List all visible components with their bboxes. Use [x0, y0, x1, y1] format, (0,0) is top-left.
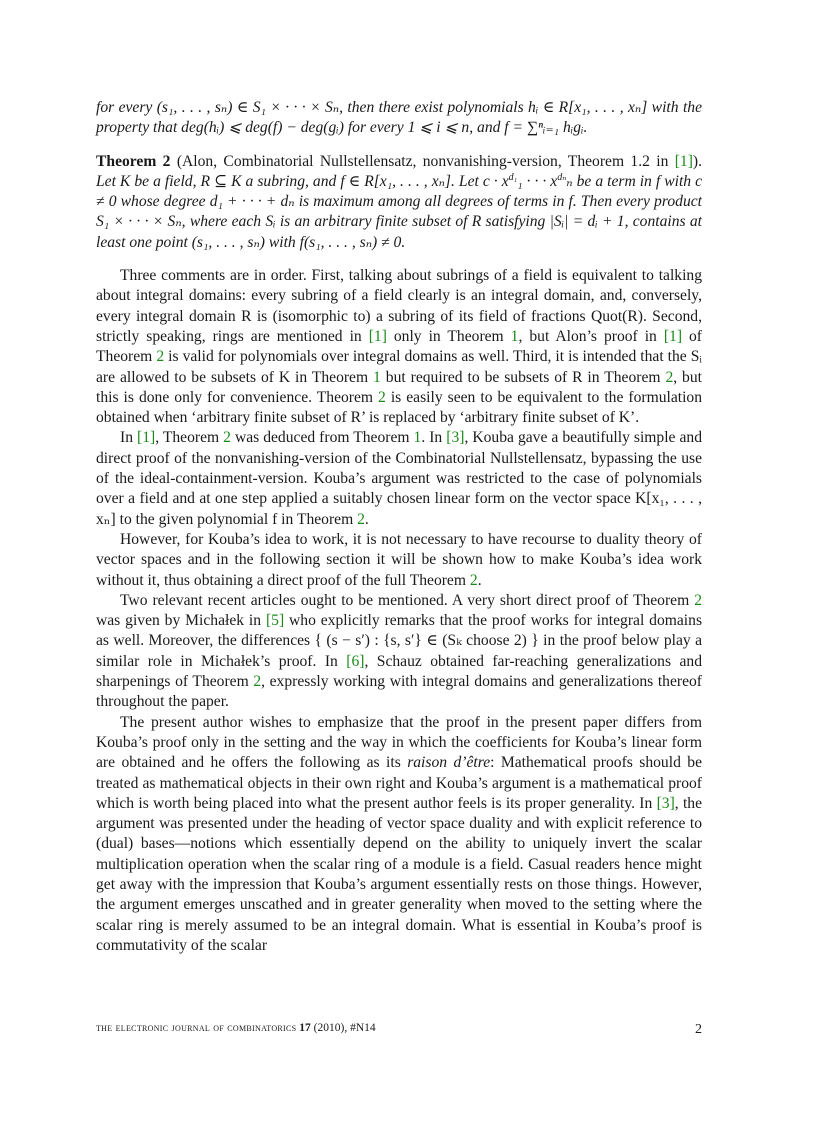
page-number: 2 [695, 1022, 702, 1037]
citation-link[interactable]: [1] [674, 152, 693, 170]
continued-line-1: for every (s₁, . . . , sₙ) ∈ S₁ × · · · × Sₙ, then there exist polynomials hᵢ ∈ R[x₁, . . . , xₙ] with [96, 99, 679, 116]
exponent-dn: dₙ [557, 171, 567, 183]
italic-phrase: raison d’être [407, 754, 491, 772]
theorem-ref-link[interactable]: 2 [223, 429, 231, 447]
theorem-statement-part1: Let K be a field, R ⊆ K a subring, and f ∈ R[x₁, . . . , xₙ]. Let c · x [96, 172, 509, 190]
paragraph-3: However, for Kouba’s idea to work, it is not necessary to have recourse to duality theory of vector spaces and in the following section it will be shown how to make Kouba’s idea work without it, thus obtaining a direct proof of the full Theorem 2. [96, 530, 702, 589]
theorem-source: (Alon, Combinatorial Nullstellensatz, nonvanishing-version, Theorem 1.2 in [176, 152, 669, 170]
citation-link[interactable]: [6] [346, 652, 365, 670]
page-footer [96, 1022, 702, 1037]
theorem-ref-link[interactable]: 2 [357, 510, 365, 528]
theorem-ref-link[interactable]: 1 [510, 327, 519, 345]
theorem-ref-link[interactable]: 2 [469, 571, 478, 589]
theorem-ref-link[interactable]: 2 [665, 368, 674, 386]
theorem-ref-link[interactable]: 1 [373, 368, 381, 386]
citation-link[interactable]: [1] [368, 327, 387, 345]
paragraph-5: The present author wishes to emphasize that the proof in the present paper differs from Kouba’s proof only in the setting and the way in which the coefficients for Kouba’s linear form are obtained and he offers the following as its raison d’être: Mathematical proofs should be treated as mathematical objects in their own right and Kouba’s argument is a mathematical proof which is worth being placed into what the present author feels is its proper generality. In [3], the argument was presented under the heading of vector space duality and with explicit reference to (dual) bases—notions which essentially depend on the ability to uniquely invert the scalar multiplication operation when the scalar ring of a module is a field. Casual readers hence might get away with the impression that Kouba’s argument essentially rests on those things. However, the argument emerges unscathed and in greater generality when moved to the setting where the scalar ring is merely assumed to be an integral domain. What is essential in Kouba’s proof is commutativity of the scalar [96, 713, 702, 954]
journal-volume: 17 [299, 1022, 311, 1034]
theorem-2: Theorem 2 (Alon, Combinatorial Nullstellensatz, nonvanishing-version, Theorem 1.2 in [1]). Let K be a field, R ⊆ K a subring, and f ∈ R[x₁, . . . , xₙ]. Let $c \cdot x^{d_1}_1$ · · · $x^{d_n}_n$ be a term in f with c ≠ 0 whose degree d₁ + · · · + dₙ is maximum among all degrees of terms in f. Then every product S₁ × · · · × Sₙ, where each Sᵢ is an arbitrary finite subset of R satisfying |Sᵢ| = dᵢ + 1, contains at least one point (s₁, . . . , sₙ) with f(s₁, . . . , sₙ) ≠ 0. [96, 152, 703, 251]
citation-link[interactable]: [1] [137, 429, 156, 447]
theorem-ref-link[interactable]: 2 [156, 348, 165, 366]
continued-theorem-text [96, 98, 702, 139]
citation-link[interactable]: [1] [663, 327, 683, 345]
theorem-ref-link[interactable]: 2 [694, 591, 702, 609]
theorem-statement-part2: ₙ be a term in f with c ≠ 0 whose degree d₁ + · · · + dₙ is maximum among all degrees of terms in f. Then every product S₁ × · · · × Sₙ, where each Sᵢ is an arbitrary finite subset of R satisfying |Sᵢ| = dᵢ + 1, contains at least one point (s₁, . . . , sₙ) with f(s₁, . . . , sₙ) ≠ 0. [96, 172, 703, 251]
journal-year-issue: (2010), #N14 [313, 1022, 376, 1034]
citation-link[interactable]: [3] [656, 794, 675, 812]
citation-link[interactable]: [3] [446, 429, 465, 447]
exponent-d1: d₁ [508, 171, 518, 183]
continued-line-2: the property that deg(hᵢ) ⩽ deg(f) − deg(gᵢ) for every 1 ⩽ i ⩽ n, and f = ∑ⁿᵢ₌₁ hᵢgᵢ. [96, 99, 702, 137]
paragraph-1: Three comments are in order. First, talking about subrings of a field is equivalent to talking about integral domains: every subring of a field clearly is an integral domain, and, conversely, every integral domain R is (isomorphic to) a subring of its field of fractions Quot(R). Second, strictly speaking, rings are mentioned in [1] only in Theorem 1, but Alon’s proof in [1] of Theorem 2 is valid for polynomials over integral domains as well. Third, it is intended that the Sᵢ are allowed to be subsets of K in Theorem 1 but required to be subsets of R in Theorem 2, but this is done only for convenience. Theorem 2 is easily seen to be equivalent to the formulation obtained when ‘arbitrary finite subset of R’ is replaced by ‘arbitrary finite subset of K’. [96, 267, 703, 427]
theorem-ref-link[interactable]: 1 [413, 429, 422, 447]
paragraph-2: In [1], Theorem 2 was deduced from Theorem 1. In [3], Kouba gave a beautifully simple and direct proof of the nonvanishing-version of the Combinatorial Nullstellensatz, bypassing the use of the ideal-containment-version. Kouba’s argument was restricted to the case of polynomials over a field and at one step applied a suitably chosen linear form on the vector space K[x₁, . . . , xₙ] to the given polynomial f in Theorem 2. [96, 429, 703, 528]
citation-link[interactable]: [5] [265, 612, 285, 630]
page-body [96, 98, 702, 956]
journal-name: the electronic journal of combinatorics [96, 1022, 297, 1034]
paragraph-4: Two relevant recent articles ought to be mentioned. A very short direct proof of Theorem 2 was given by Michałek in [5] who explicitly remarks that the proof works for integral domains as well. Moreover, the differences { (s − s′) : {s, s′} ∈ (Sₖ choose 2) } in the proof below play a similar role in Michałek’s proof. In [6], Schauz obtained far-reaching generalizations and sharpenings of Theorem 2, expressly working with integral domains and generalizations thereof throughout the paper. [96, 591, 703, 711]
theorem-heading: Theorem 2 [96, 152, 171, 170]
theorem-ref-link[interactable]: 2 [253, 673, 262, 691]
theorem-ref-link[interactable]: 2 [378, 388, 386, 406]
